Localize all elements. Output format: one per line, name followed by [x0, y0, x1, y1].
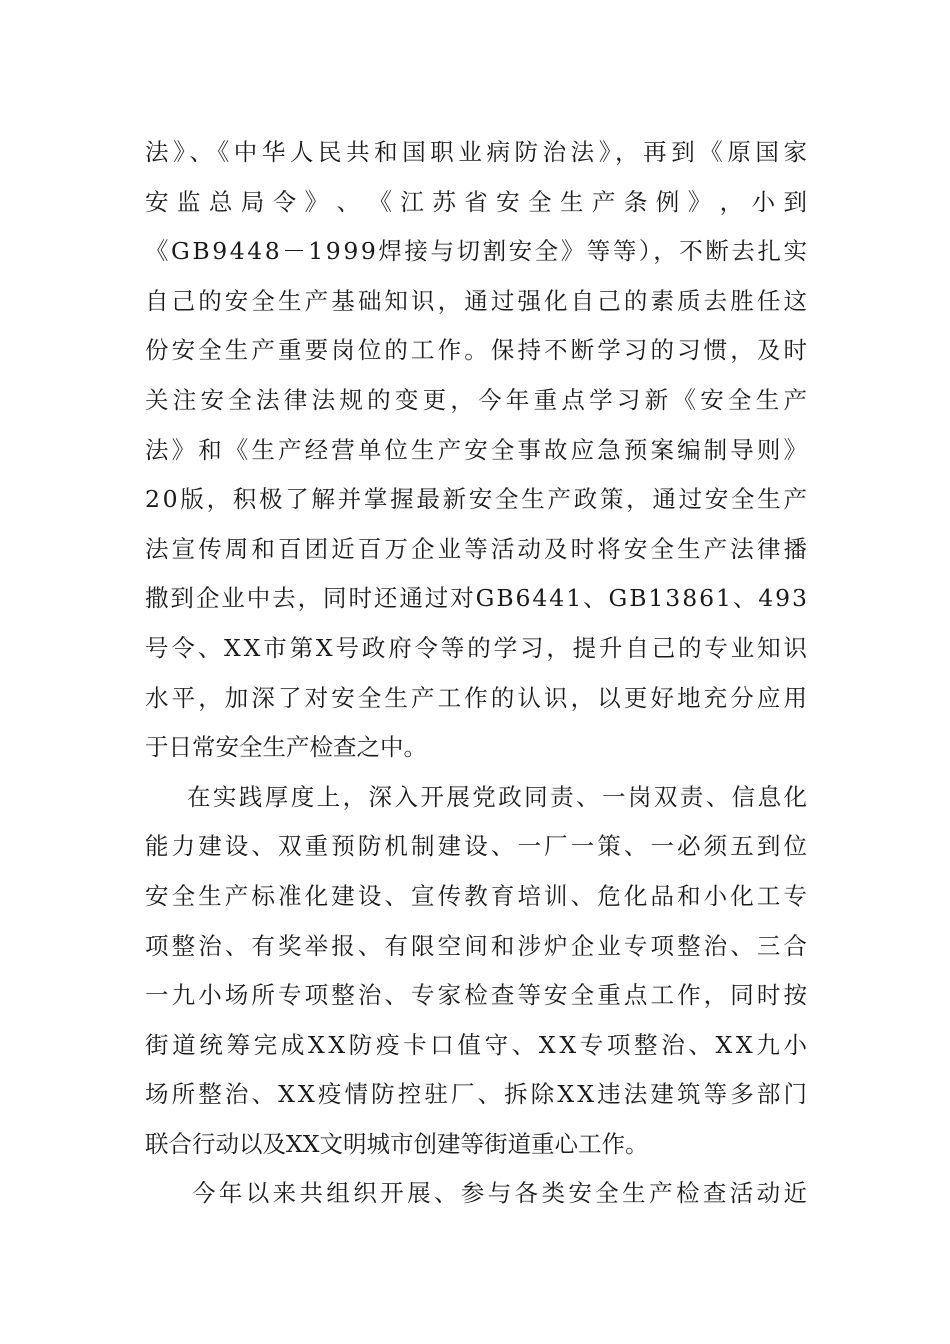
text-line: 20版，积极了解并掌握最新安全生产政策，通过安全生产 — [145, 485, 810, 514]
text-line: 于日常安全生产检查之中。 — [145, 733, 427, 762]
text-line: 水平，加深了对安全生产工作的认识，以更好地充分应用 — [145, 683, 811, 712]
text-line: 份安全生产重要岗位的工作。保持不断学习的习惯，及时 — [145, 336, 811, 365]
body-text — [145, 128, 812, 1219]
text-line: 关注安全法律法规的变更，今年重点学习新《安全生产 — [145, 385, 812, 414]
text-line: 能力建设、双重预防机制建设、一厂一策、一必须五到位 — [145, 832, 811, 861]
text-line: 自己的安全生产基础知识，通过强化自己的素质去胜任这 — [145, 286, 811, 315]
text-line: 《GB9448－1999焊接与切割安全》等等），不断去扎实 — [145, 237, 810, 266]
text-line: 一九小场所专项整治、专家检查等安全重点工作，同时按 — [145, 981, 811, 1010]
text-line: 安全生产标准化建设、宣传教育培训、危化品和小化工专 — [145, 881, 811, 910]
text-line: 号令、XX市第X号政府令等的学习，提升自己的专业知识 — [145, 633, 810, 662]
text-line: 街道统筹完成XX防疫卡口值守、XX专项整治、XX九小 — [145, 1030, 811, 1059]
paragraph-start-line: 今年以来共组织开展、参与各类安全生产检查活动近 — [192, 1179, 811, 1208]
paragraph-start-line: 在实践厚度上，深入开展党政同责、一岗双责、信息化 — [187, 782, 810, 811]
text-line: 法》、《中华人民共和国职业病防治法》，再到《原国家 — [145, 138, 812, 166]
text-line: 法》和《生产经营单位生产安全事故应急预案编制导则》 — [145, 435, 811, 464]
text-line: 法宣传周和百团近百万企业等活动及时将安全生产法律播 — [145, 534, 811, 563]
text-line: 撒到企业中去，同时还通过对GB6441、GB13861、493 — [145, 584, 809, 613]
text-line: 联合行动以及XX文明城市创建等街道重心工作。 — [145, 1129, 649, 1158]
text-line: 项整治、有奖举报、有限空间和涉炉企业专项整治、三合 — [145, 931, 811, 960]
text-line: 安 监 总 局 令 》 、 《 江 苏 省 安 全 生 产 条 例 》 ， 小 到 — [145, 187, 808, 216]
text-line: 场所整治、XX疫情防控驻厂、拆除XX违法建筑等多部门 — [145, 1080, 811, 1109]
